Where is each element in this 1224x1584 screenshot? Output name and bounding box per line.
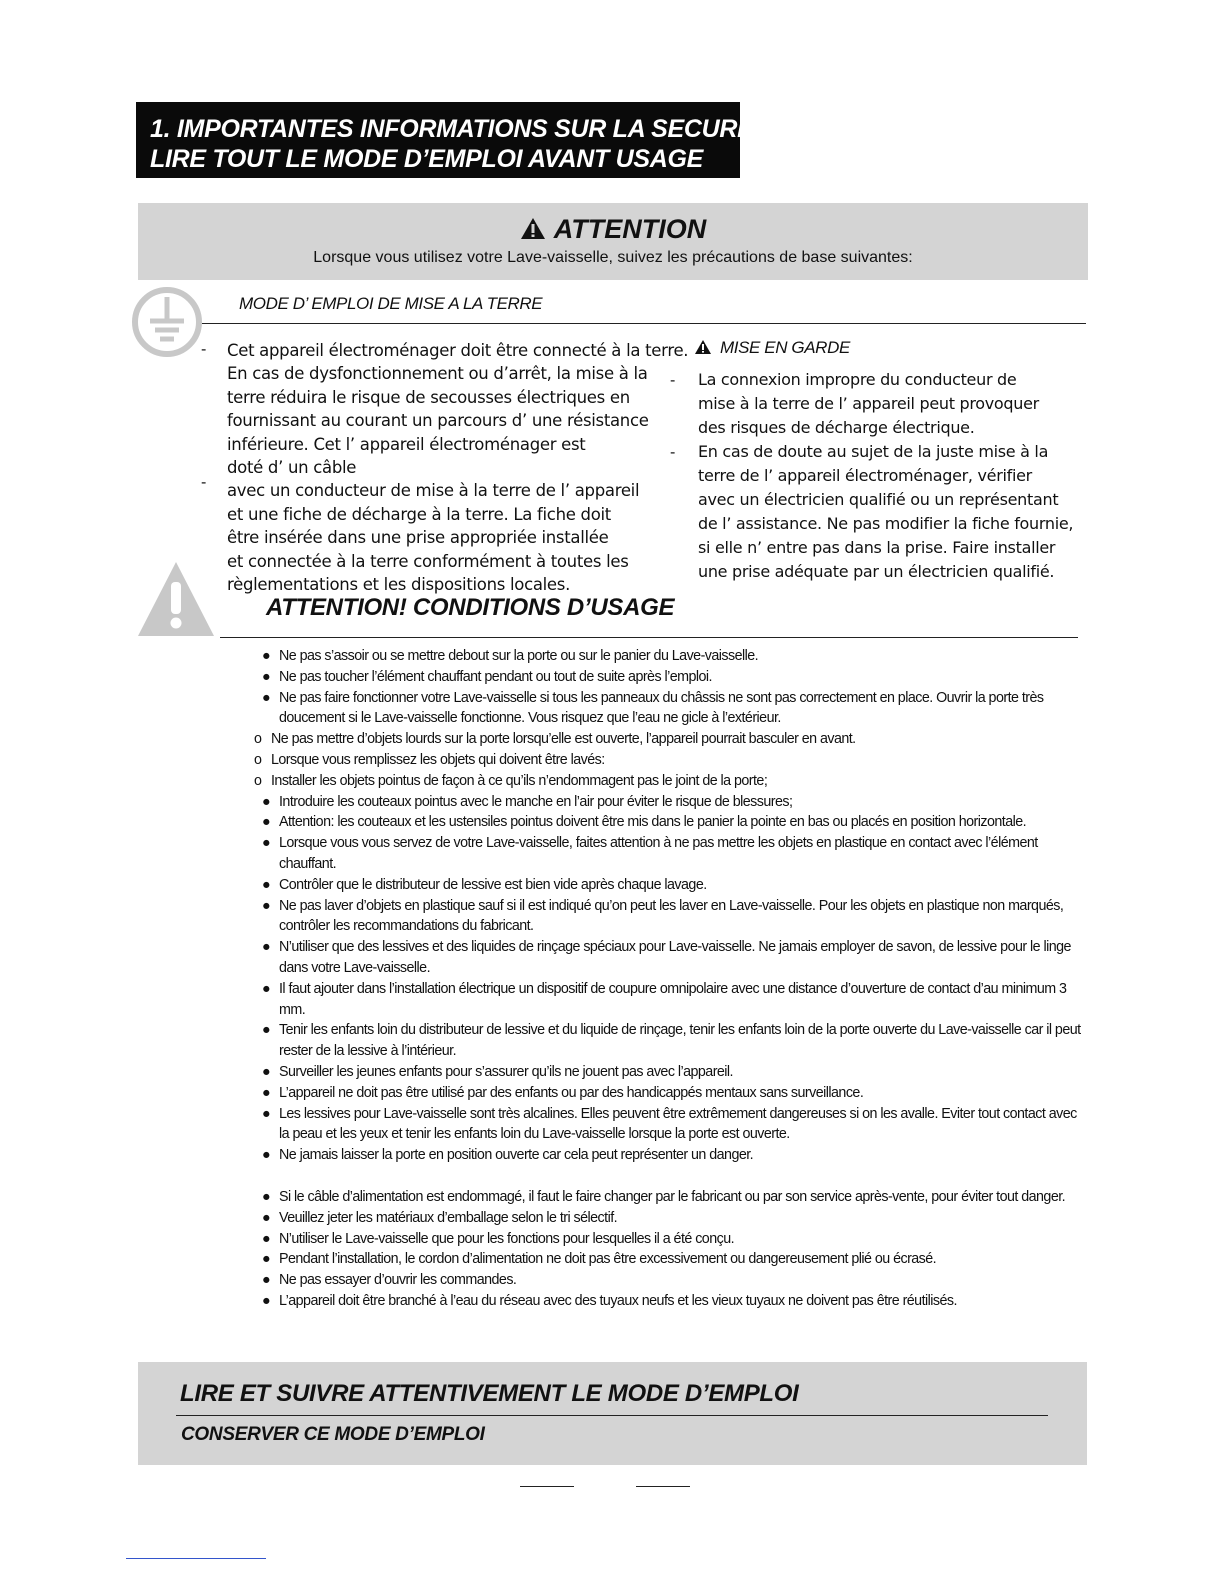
warning-line: La connexion impropre du conducteur de [698, 370, 1017, 389]
list-item [262, 1208, 1084, 1229]
attention-title-text: ATTENTION [553, 214, 707, 244]
bullet-icon: ● [262, 1272, 271, 1289]
list-item [254, 729, 1084, 750]
bullet-icon: ● [262, 814, 271, 831]
ground-line: règlementations et les dispositions locales. [227, 575, 571, 595]
list-item [262, 1229, 1084, 1250]
list-item [254, 750, 1084, 771]
ground-line: être insérée dans une prise appropriée installée [227, 528, 609, 548]
list-item [262, 1145, 1084, 1166]
page-number-rule [636, 1486, 690, 1487]
ground-divider [202, 323, 1086, 324]
list-item [262, 1062, 1084, 1083]
list-item-text: Ne pas toucher l’élément chauffant pendant ou tout de suite après l’emploi. [279, 668, 712, 685]
warning-line: mise à la terre de l’ appareil peut provoquer [698, 394, 1039, 413]
bullet-icon: ● [262, 1105, 271, 1122]
list-item [262, 979, 1084, 1021]
list-item-text: Ne pas laver d’objets en plastique sauf si il est indiqué qu’on peut les laver en Lave-vaisselle. Pour les objets en plastique non marqués, contrôler les recommandations du fabricant. [279, 897, 1064, 935]
ground-line: doté d’ un câble [227, 458, 357, 478]
warning-line: En cas de doute au sujet de la juste mise à la [698, 442, 1049, 461]
warning-line: de l’ assistance. Ne pas modifier la fiche fournie, [698, 514, 1074, 533]
list-item-text: Surveiller les jeunes enfants pour s’assurer qu’ils ne jouent pas avec l’appareil. [279, 1063, 733, 1080]
bullet-icon: ● [262, 1251, 271, 1268]
list-item-text: Ne pas essayer d’ouvrir les commandes. [279, 1272, 517, 1289]
dash-marker: - [201, 474, 207, 491]
list-item [262, 1083, 1084, 1104]
list-item [262, 833, 1084, 875]
ground-instructions [227, 339, 689, 596]
bullet-icon: ● [262, 1063, 271, 1080]
title-banner [136, 102, 776, 178]
attention-subtitle: Lorsque vous utilisez votre Lave-vaisselle, suivez les précautions de base suivantes: [313, 249, 913, 266]
ground-symbol-icon [130, 287, 206, 362]
ground-line: et une fiche de décharge à la terre. La fiche doit [227, 504, 611, 524]
list-item [262, 688, 1084, 730]
list-item-text: Ne jamais laisser la porte en position ouverte car cela peut représenter un danger. [279, 1147, 754, 1164]
list-item [262, 896, 1084, 938]
bullet-icon: ● [262, 1230, 271, 1247]
circle-bullet-icon: o [254, 772, 262, 789]
list-item-text: Lorsque vous remplissez les objets qui doivent être lavés: [271, 751, 605, 768]
title-line-2: LIRE TOUT LE MODE D’EMPLOI AVANT USAGE [150, 145, 703, 173]
bullet-icon: ● [262, 1188, 271, 1205]
list-item-text: Si le câble d’alimentation est endommagé, il faut le faire changer par le fabricant ou par son service après-vente, pour éviter tout danger. [279, 1188, 1066, 1205]
list-item-text: N’utiliser que des lessives et des liquides de rinçage spéciaux pour Lave-vaisselle. Ne jamais employer de savon, de lessive pour le linge dans votre Lave-vaisselle. [279, 939, 1071, 976]
bullet-icon: ● [262, 648, 271, 664]
list-item-text: Installer les objets pointus de façon à ce qu’ils n’endommagent pas le joint de la porte; [271, 772, 768, 789]
list-item-text: Tenir les enfants loin du distributeur de lessive et du liquide de rinçage, tenir les enfants loin de la porte ouverte du Lave-vaisselle car il peut rester de la lessive à l’intérieur. [279, 1022, 1081, 1060]
list-item [262, 667, 1084, 688]
caution-triangle-icon [136, 560, 216, 643]
ground-line: Cet appareil électroménager doit être connecté à la terre. [227, 341, 689, 360]
ground-heading: MODE D’ EMPLOI DE MISE A LA TERRE [239, 294, 543, 313]
list-item-text: Introduire les couteaux pointus avec le manche en l’air pour éviter le risque de blessures; [279, 793, 793, 810]
attention-band [138, 203, 1088, 280]
ground-line: terre réduira le risque de secousses électriques en [227, 387, 630, 407]
bullet-icon: ● [262, 1022, 271, 1039]
bullet-icon: ● [262, 835, 271, 852]
attention-heading [138, 213, 1088, 247]
list-item-text: Ne pas faire fonctionner votre Lave-vaisselle si tous les panneaux du châssis ne sont pas correctement en place. Ouvrir la porte très doucement si le Lave-vaisselle fonctionne. Vous risquez que l’eau ne gicle à l’extérieur. [279, 689, 1044, 727]
bullet-icon: ● [262, 793, 271, 810]
list-item-text: Il faut ajouter dans l’installation électrique un dispositif de coupure omnipolaire avec une distance d’ouverture de contact d’au minimum 3 mm. [279, 980, 1067, 1018]
list-item-text: Attention: les couteaux et les ustensiles pointus doivent être mis dans le panier la pointe en bas ou placés en position horizontale. [279, 814, 1027, 831]
list-item [262, 1187, 1084, 1208]
list-item-text: Ne pas mettre d’objets lourds sur la porte lorsqu’elle est ouverte, l’appareil pourrait basculer en avant. [271, 731, 856, 748]
bullet-icon: ● [262, 668, 271, 685]
ground-line: inférieure. Cet l’ appareil électroménager est [227, 434, 586, 454]
list-item-text: Lorsque vous vous servez de votre Lave-vaisselle, faites attention à ne pas mettre les objets en plastique en contact avec l’élément chauffant. [279, 835, 1038, 872]
footer-title: LIRE ET SUIVRE ATTENTIVEMENT LE MODE D’EMPLOI [180, 1380, 799, 1407]
warning-heading-text: MISE EN GARDE [720, 338, 850, 357]
bullet-icon: ● [262, 876, 271, 893]
list-item-text: Pendant l’installation, le cordon d’alimentation ne doit pas être excessivement ou dangereusement plié ou écrasé. [279, 1251, 937, 1268]
list-item [262, 1020, 1084, 1062]
list-item [262, 792, 1084, 813]
bullet-icon: ● [262, 980, 271, 997]
warning-instructions [698, 368, 1088, 584]
warning-line: une prise adéquate par un électricien qualifié. [698, 562, 1055, 581]
list-item-text: L’appareil doit être branché à l’eau du réseau avec des tuyaux neufs et les vieux tuyaux ne doivent pas être réutilisés. [279, 1292, 957, 1309]
circle-bullet-icon: o [254, 731, 262, 748]
list-item [262, 937, 1084, 979]
list-item-text: N’utiliser le Lave-vaisselle que pour les fonctions pour lesquelles il a été conçu. [279, 1230, 735, 1247]
footer-band [138, 1362, 1087, 1465]
warning-line: des risques de décharge électrique. [698, 418, 975, 437]
list-item [262, 1104, 1084, 1146]
circle-bullet-icon: o [254, 751, 262, 768]
page-number-rule [520, 1486, 574, 1487]
ground-line: avec un conducteur de mise à la terre de l’ appareil [227, 481, 640, 501]
link-underline [126, 1558, 266, 1559]
list-item-text: Veuillez jeter les matériaux d’emballage selon le tri sélectif. [279, 1209, 618, 1226]
list-item-text: Les lessives pour Lave-vaisselle sont très alcalines. Elles peuvent être extrêmement dangereuses si on les avalle. Eviter tout contact avec la peau et les yeux et tenir les enfants loin du Lave-vaisselle lorsque la porte est ouverte. [279, 1105, 1077, 1143]
usage-rules-list [254, 646, 1084, 1312]
title-line-1: 1. IMPORTANTES INFORMATIONS SUR LA SECURITE [150, 115, 776, 143]
bullet-icon: ● [262, 1084, 271, 1101]
list-item [262, 646, 1084, 667]
conditions-heading: ATTENTION! CONDITIONS D’USAGE [266, 594, 675, 621]
bullet-icon: ● [262, 1147, 271, 1164]
list-item [262, 1270, 1084, 1291]
dash-marker: - [670, 372, 676, 389]
dash-marker: - [201, 341, 207, 358]
warning-line: si elle n’ entre pas dans la prise. Faire installer [698, 538, 1056, 557]
bullet-icon: ● [262, 939, 271, 956]
warning-line: terre de l’ appareil électroménager, vérifier [698, 466, 1032, 485]
bullet-icon: ● [262, 1292, 271, 1309]
bullet-icon: ● [262, 897, 271, 914]
list-item [254, 771, 1084, 792]
list-item-text: L’appareil ne doit pas être utilisé par des enfants ou par des handicappés mentaux sans surveillance. [279, 1084, 864, 1101]
ground-line: fournissant au courant un parcours d’ une résistance [227, 411, 649, 431]
list-item [262, 875, 1084, 896]
list-item-text: Contrôler que le distributeur de lessive est bien vide après chaque lavage. [279, 876, 707, 893]
warning-triangle-icon [520, 215, 546, 247]
bullet-icon: ● [262, 689, 271, 706]
list-item [262, 1291, 1084, 1312]
list-item [262, 812, 1084, 833]
bullet-icon: ● [262, 1209, 271, 1226]
ground-line: En cas de dysfonctionnement ou d’arrêt, la mise à la [227, 364, 648, 384]
list-item [262, 1249, 1084, 1270]
footer-divider [176, 1415, 1048, 1416]
list-item-text: Ne pas s’assoir ou se mettre debout sur la porte ou sur le panier du Lave-vaisselle. [279, 648, 759, 664]
warning-line: avec un électricien qualifié ou un représentant [698, 490, 1059, 509]
footer-subtitle: CONSERVER CE MODE D’EMPLOI [181, 1424, 485, 1445]
warning-heading [694, 338, 850, 360]
dash-marker: - [670, 444, 676, 461]
warning-triangle-icon [694, 339, 712, 360]
conditions-divider [220, 637, 1078, 638]
ground-line: et connectée à la terre conformément à toutes les [227, 551, 629, 571]
